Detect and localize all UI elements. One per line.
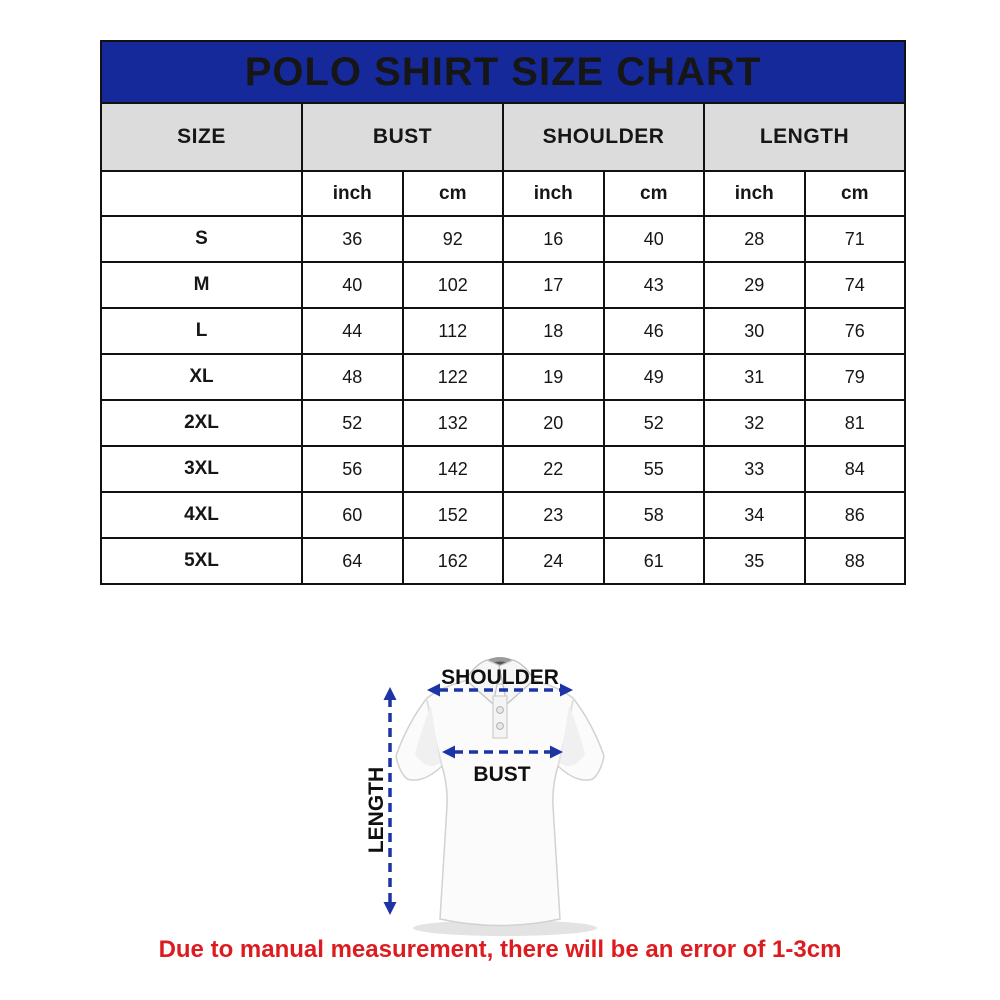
value-cell: 22 — [503, 446, 604, 492]
value-cell: 56 — [302, 446, 403, 492]
col-header-length: LENGTH — [704, 103, 905, 171]
size-cell: 5XL — [101, 538, 302, 584]
value-cell: 55 — [604, 446, 705, 492]
size-cell: XL — [101, 354, 302, 400]
value-cell: 44 — [302, 308, 403, 354]
table-row — [101, 308, 905, 354]
unit-empty-cell — [101, 171, 302, 216]
value-cell: 46 — [604, 308, 705, 354]
unit-label-length-cm: cm — [805, 171, 906, 216]
value-cell: 33 — [704, 446, 805, 492]
value-cell: 86 — [805, 492, 906, 538]
size-chart-table — [100, 40, 906, 585]
measurement-note: Due to manual measurement, there will be an error of 1-3cm — [158, 936, 842, 963]
bust-measure-label: BUST — [473, 763, 531, 786]
value-cell: 74 — [805, 262, 906, 308]
value-cell: 71 — [805, 216, 906, 262]
value-cell: 24 — [503, 538, 604, 584]
value-cell: 35 — [704, 538, 805, 584]
value-cell: 88 — [805, 538, 906, 584]
value-cell: 43 — [604, 262, 705, 308]
value-cell: 142 — [403, 446, 504, 492]
value-cell: 79 — [805, 354, 906, 400]
table-row — [101, 262, 905, 308]
col-header-size: SIZE — [101, 103, 302, 171]
unit-label-bust-inch: inch — [302, 171, 403, 216]
size-cell: M — [101, 262, 302, 308]
value-cell: 102 — [403, 262, 504, 308]
unit-label-bust-cm: cm — [403, 171, 504, 216]
value-cell: 40 — [604, 216, 705, 262]
value-cell: 112 — [403, 308, 504, 354]
value-cell: 64 — [302, 538, 403, 584]
value-cell: 20 — [503, 400, 604, 446]
value-cell: 16 — [503, 216, 604, 262]
value-cell: 58 — [604, 492, 705, 538]
col-header-bust: BUST — [302, 103, 503, 171]
length-measure-label: LENGTH — [365, 766, 388, 854]
table-row — [101, 216, 905, 262]
value-cell: 84 — [805, 446, 906, 492]
value-cell: 52 — [302, 400, 403, 446]
value-cell: 29 — [704, 262, 805, 308]
title-row — [101, 41, 905, 103]
value-cell: 61 — [604, 538, 705, 584]
table-row — [101, 492, 905, 538]
table-row — [101, 538, 905, 584]
value-cell: 60 — [302, 492, 403, 538]
value-cell: 76 — [805, 308, 906, 354]
column-group-row — [101, 103, 905, 171]
value-cell: 18 — [503, 308, 604, 354]
length-arrowhead-top — [384, 687, 397, 700]
table-row — [101, 354, 905, 400]
length-arrowhead-bottom — [384, 902, 397, 915]
unit-label-length-inch: inch — [704, 171, 805, 216]
value-cell: 81 — [805, 400, 906, 446]
value-cell: 19 — [503, 354, 604, 400]
value-cell: 92 — [403, 216, 504, 262]
page-title: POLO SHIRT SIZE CHART — [101, 41, 905, 103]
size-cell: S — [101, 216, 302, 262]
unit-label-shoulder-cm: cm — [604, 171, 705, 216]
unit-label-shoulder-inch: inch — [503, 171, 604, 216]
size-cell: 3XL — [101, 446, 302, 492]
value-cell: 132 — [403, 400, 504, 446]
placket — [493, 696, 507, 738]
table-row — [101, 400, 905, 446]
value-cell: 52 — [604, 400, 705, 446]
unit-row — [101, 171, 905, 216]
value-cell: 34 — [704, 492, 805, 538]
value-cell: 31 — [704, 354, 805, 400]
value-cell: 36 — [302, 216, 403, 262]
shirt-diagram — [335, 636, 675, 941]
button-top — [497, 707, 504, 714]
value-cell: 40 — [302, 262, 403, 308]
value-cell: 48 — [302, 354, 403, 400]
size-cell: 4XL — [101, 492, 302, 538]
table-row — [101, 446, 905, 492]
value-cell: 152 — [403, 492, 504, 538]
size-cell: L — [101, 308, 302, 354]
size-cell: 2XL — [101, 400, 302, 446]
shoulder-measure-label: SHOULDER — [441, 666, 559, 689]
table-body — [101, 216, 905, 584]
value-cell: 30 — [704, 308, 805, 354]
button-bottom — [497, 723, 504, 730]
value-cell: 23 — [503, 492, 604, 538]
value-cell: 162 — [403, 538, 504, 584]
value-cell: 32 — [704, 400, 805, 446]
value-cell: 122 — [403, 354, 504, 400]
value-cell: 49 — [604, 354, 705, 400]
value-cell: 28 — [704, 216, 805, 262]
col-header-shoulder: SHOULDER — [503, 103, 704, 171]
value-cell: 17 — [503, 262, 604, 308]
